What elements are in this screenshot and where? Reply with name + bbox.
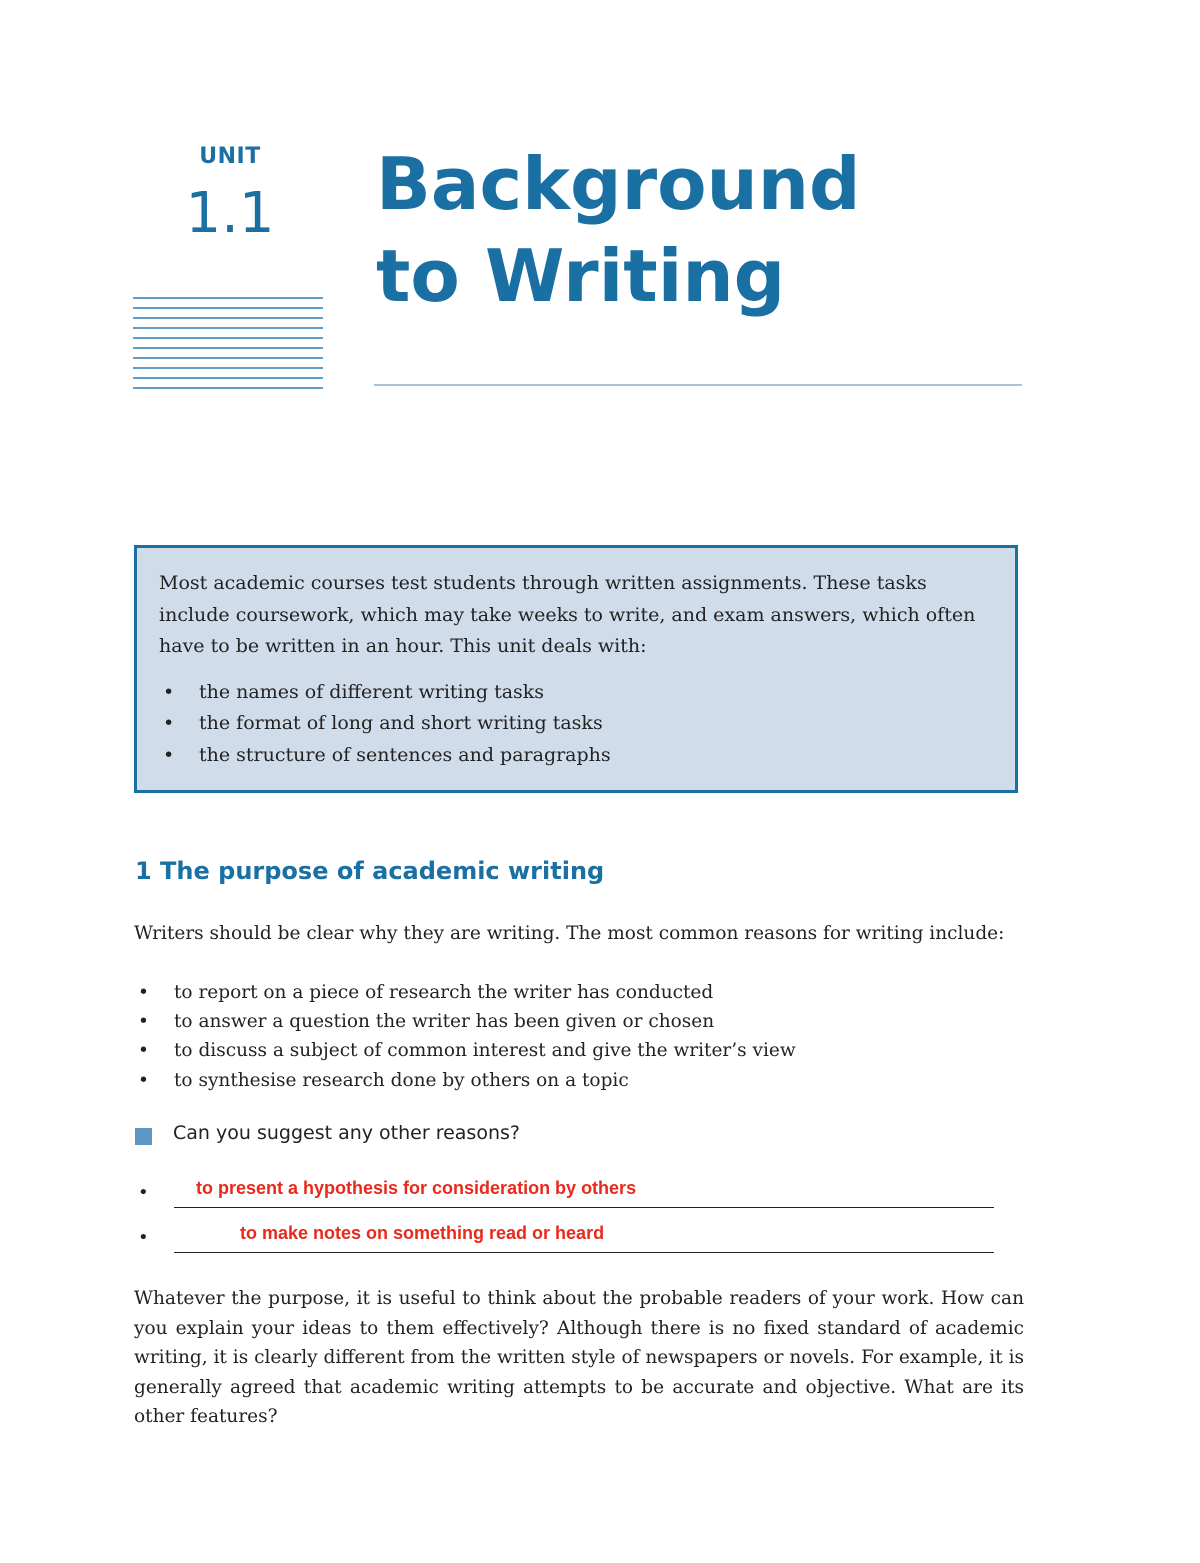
intro-text: Most academic courses test students through written assignments. These tasks include coursework, which may take weeks to write, and exam answers, which often have to be written in an hour. This unit deals with: (159, 572, 976, 657)
answer-underline (174, 1252, 994, 1253)
reason-item (134, 1007, 796, 1036)
reason-text: to answer a question the writer has been given or chosen (174, 1011, 715, 1033)
answer-underline (174, 1207, 994, 1208)
bullet-icon: • (163, 743, 175, 766)
section-paragraph: Writers should be clear why they are writing. The most common reasons for writing include: (134, 923, 1005, 944)
answer-text: to present a hypothesis for consideration by others (196, 1178, 637, 1198)
answer-field[interactable] (134, 1174, 994, 1208)
reason-item (134, 1066, 796, 1095)
intro-list-item (159, 740, 993, 772)
unit-title-line-1: Background (376, 142, 861, 226)
bullet-icon: • (138, 1040, 149, 1062)
task-square-icon (135, 1128, 152, 1145)
intro-box (134, 545, 1018, 793)
closing-paragraph: Whatever the purpose, it is useful to think about the probable readers of your work. How can you explain your ideas to them effectively? Although there is no fixed standard of academic writing, it is clearly different from the written style of newspapers or novels. For example, it is generally agreed that academic writing attempts to be accurate and objective. What are its other features? (134, 1288, 1024, 1427)
reason-item (134, 1036, 796, 1065)
intro-list-item (159, 708, 993, 740)
bullet-icon: • (138, 1227, 149, 1248)
reason-text: to discuss a subject of common interest and give the writer’s view (174, 1040, 796, 1062)
intro-list (159, 677, 993, 772)
unit-number: 1.1 (185, 181, 275, 246)
bullet-icon: • (138, 1011, 149, 1033)
answer-text: to make notes on something read or heard (240, 1223, 605, 1243)
intro-list-item-text: the names of different writing tasks (199, 680, 545, 703)
intro-list-item-text: the structure of sentences and paragraphs (199, 743, 611, 766)
unit-label: UNIT (199, 144, 261, 169)
bullet-icon: • (138, 1182, 149, 1203)
reason-text: to report on a piece of research the writer has conducted (174, 982, 714, 1003)
answer-field[interactable] (134, 1219, 994, 1253)
bullet-icon: • (138, 1069, 149, 1091)
intro-list-item-text: the format of long and short writing tasks (199, 712, 603, 734)
title-divider (374, 384, 1022, 386)
intro-list-item (159, 677, 993, 709)
unit-decorative-lines (133, 297, 323, 397)
reason-item (134, 978, 796, 1007)
section-heading: 1 The purpose of academic writing (135, 857, 605, 885)
reasons-list (134, 978, 796, 1095)
bullet-icon: • (163, 712, 175, 734)
bullet-icon: • (163, 680, 175, 703)
unit-title (376, 138, 861, 322)
unit-title-line-2: to Writing (376, 234, 786, 318)
task-prompt: Can you suggest any other reasons? (173, 1122, 520, 1144)
bullet-icon: • (138, 982, 149, 1003)
reason-text: to synthesise research done by others on a topic (174, 1069, 629, 1091)
